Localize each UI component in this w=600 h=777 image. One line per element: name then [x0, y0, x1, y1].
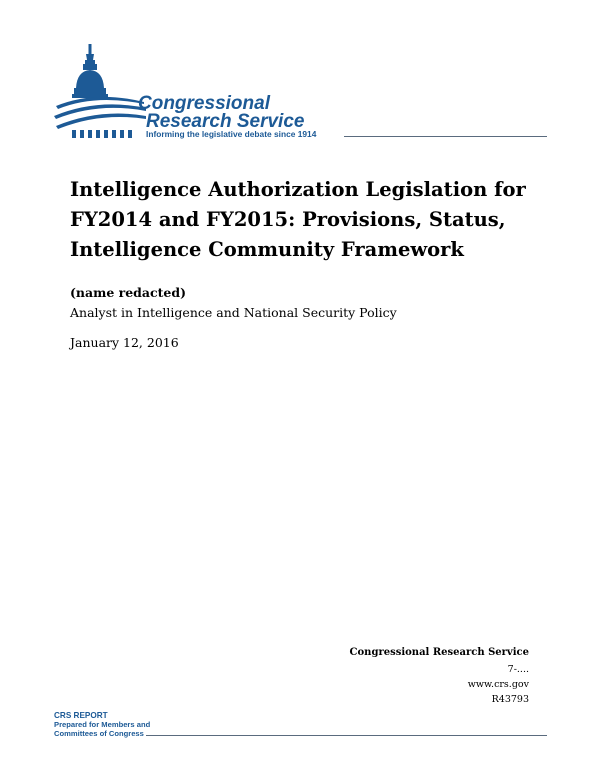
header-divider [344, 136, 547, 137]
logo-tagline: Informing the legislative debate since 1914 [146, 129, 317, 139]
report-date: January 12, 2016 [70, 335, 179, 350]
author-name: (name redacted) [70, 285, 187, 300]
capitol-dome-icon [50, 40, 150, 140]
contact-organization: Congressional Research Service [349, 647, 529, 658]
footer-label: CRS REPORT [54, 711, 108, 720]
contact-website: www.crs.gov [467, 679, 529, 690]
logo-name-line2: Research Service [146, 111, 305, 132]
footer-line2: Prepared for Members and [54, 720, 151, 729]
logo-name-line1: Congressional [138, 93, 270, 114]
report-title: Intelligence Authorization Legislation for FY2014 and FY2015: Provisions, Status, Intelligence Community Framework [70, 178, 526, 261]
report-number: R43793 [491, 694, 529, 705]
contact-phone: 7-.... [507, 664, 529, 675]
footer-line3: Committees of Congress [54, 729, 144, 738]
footer-divider [146, 735, 547, 736]
author-role: Analyst in Intelligence and National Security Policy [70, 305, 397, 320]
